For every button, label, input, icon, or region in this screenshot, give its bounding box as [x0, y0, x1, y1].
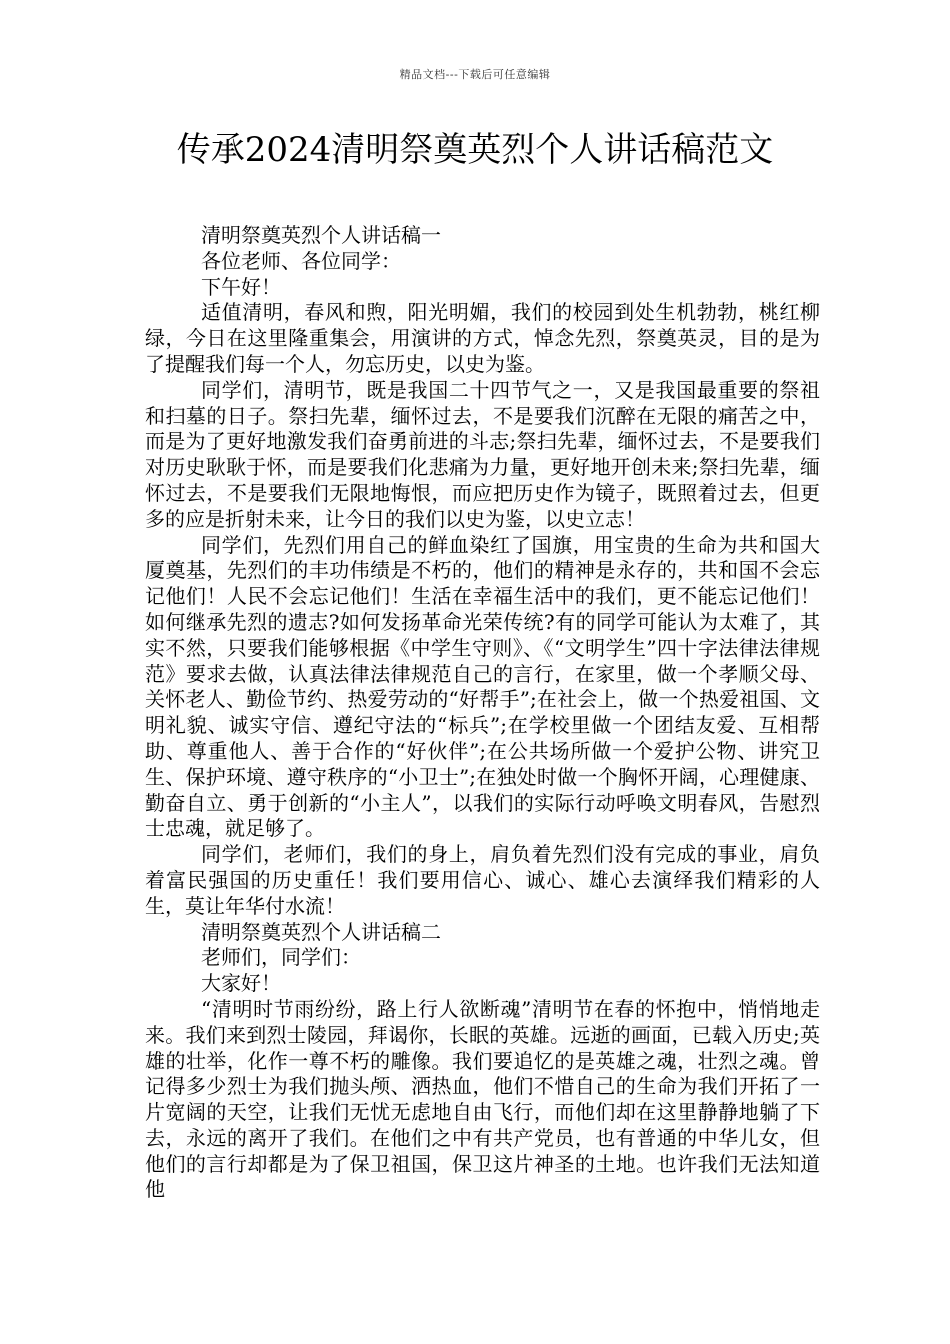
document-title: 传承2024清明祭奠英烈个人讲话稿范文 — [176, 130, 774, 170]
salutation: 各位老师、各位同学： — [201, 248, 401, 273]
section-heading: 清明祭奠英烈个人讲话稿一 — [201, 223, 441, 247]
body-paragraph: 同学们，老师们，我们的身上，肩负着先烈们没有完成的事业，肩负着富民强国的历史重任！我们要用信心、诚心、雄心去演绎我们精彩的人生，莫让年华付水流！ — [145, 842, 820, 918]
greeting: 下午好！ — [201, 274, 281, 299]
body-paragraph: 适值清明，春风和煦，阳光明媚，我们的校园到处生机勃勃，桃红柳绿，今日在这里隆重集会，用演讲的方式，悼念先烈，祭奠英灵，目的是为了提醒我们每一个人，勿忘历史，以史为鉴。 — [145, 300, 820, 376]
body-paragraph: “清明时节雨纷纷，路上行人欲断魂”清明节在春的怀抱中，悄悄地走来。我们来到烈士陵园，拜谒你，长眠的英雄。远逝的画面，已载入历史;英雄的壮举，化作一尊不朽的雕像。我们要追忆的是英雄之魂，壮烈之魂。曾记得多少烈士为我们抛头颅、洒热血，他们不惜自己的生命为我们开拓了一片宽阔的天空，让我们无忧无虑地自由飞行，而他们却在这里静静地躺了下去，永远的离开了我们。在他们之中有共产党员，也有普通的中华儿女，但他们的言行却都是为了保卫祖国，保卫这片神圣的土地。也许我们无法知道他 — [145, 996, 820, 1202]
body-paragraph: 同学们，清明节，既是我国二十四节气之一，又是我国最重要的祭祖和扫墓的日子。祭扫先辈，缅怀过去，不是要我们沉醉在无限的痛苦之中，而是为了更好地激发我们奋勇前进的斗志;祭扫先辈，缅怀过去，不是要我们对历史耿耿于怀，而是要我们化悲痛为力量，更好地开创未来;祭扫先辈，缅怀过去，不是要我们无限地悔恨，而应把历史作为镜子，既照着过去，但更多的应是折射未来，让今日的我们以史为鉴，以史立志！ — [145, 377, 820, 531]
page-header: 精品文档---下载后可任意编辑 — [399, 68, 551, 81]
greeting: 大家好！ — [201, 971, 281, 996]
salutation: 老师们，同学们： — [201, 945, 361, 970]
document-body — [145, 223, 820, 1203]
body-paragraph: 同学们，先烈们用自己的鲜血染红了国旗，用宝贵的生命为共和国大厦奠基，先烈们的丰功伟绩是不朽的，他们的精神是永存的，共和国不会忘记他们！人民不会忘记他们！生活在幸福生活中的我们，更不能忘记他们！如何继承先烈的遗志?如何发扬革命光荣传统?有的同学可能认为太难了，其实不然，只要我们能够根据《中学生守则》、《“文明学生”四十字法律法律规范》要求去做，认真法律法律规范自己的言行，在家里，做一个孝顺父母、关怀老人、勤俭节约、热爱劳动的“好帮手”;在社会上，做一个热爱祖国、文明礼貌、诚实守信、遵纪守法的“标兵”;在学校里做一个团结友爱、互相帮助、尊重他人、善于合作的“好伙伴”;在公共场所做一个爱护公物、讲究卫生、保护环境、遵守秩序的“小卫士”;在独处时做一个胸怀开阔，心理健康、勤奋自立、勇于创新的“小主人”，以我们的实际行动呼唤文明春风，告慰烈士忠魂，就足够了。 — [145, 532, 820, 841]
section-heading: 清明祭奠英烈个人讲话稿二 — [201, 919, 441, 944]
